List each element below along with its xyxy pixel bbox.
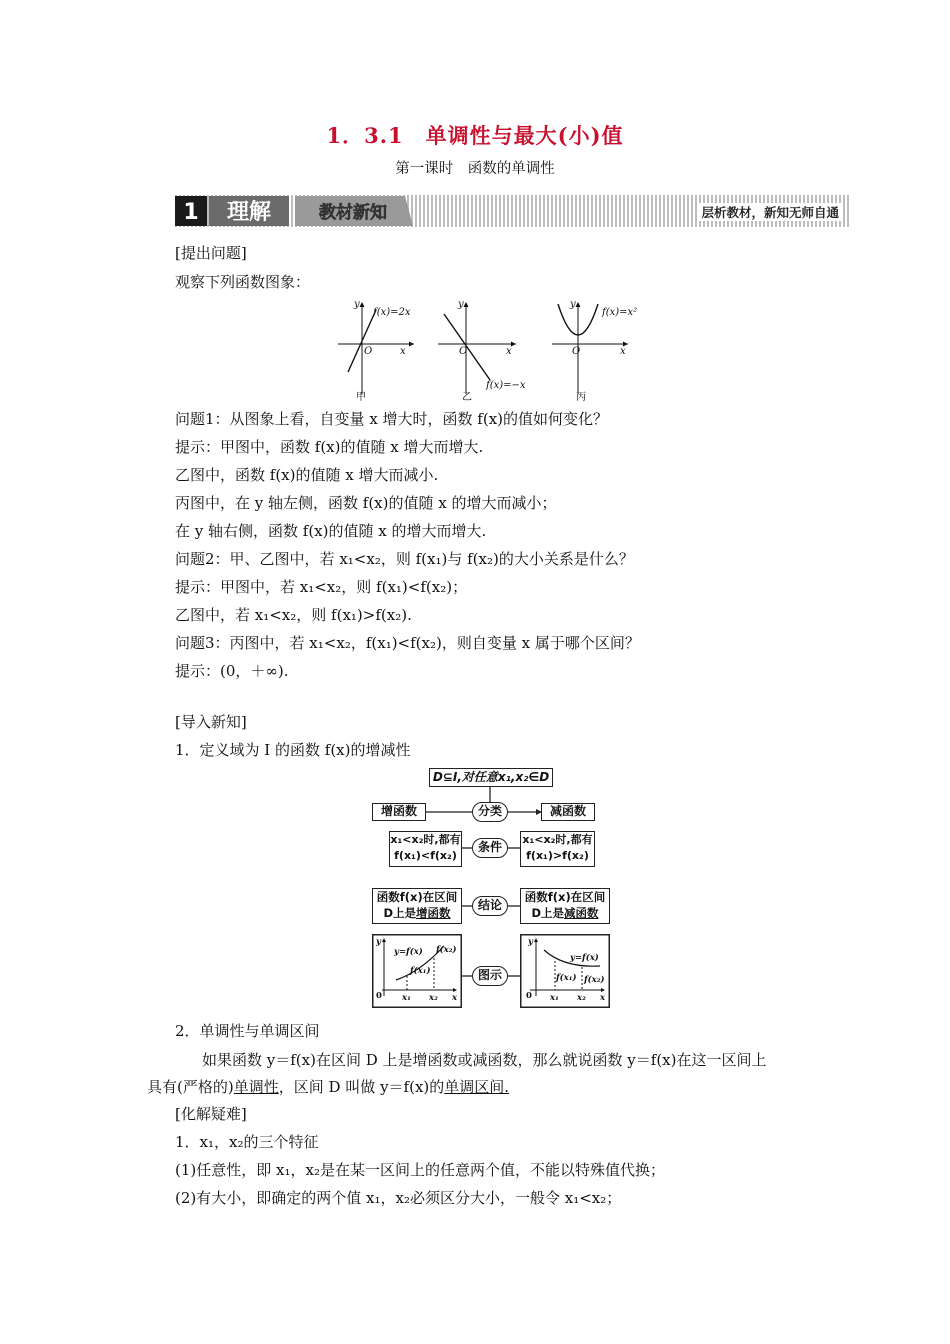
decreasing-graph-fx2: f(x₂) [584, 975, 605, 985]
decreasing-graph-x2: x₂ [577, 993, 586, 1003]
graph-bing-caption: 丙 [576, 392, 586, 403]
diagram-decreasing-condition [520, 831, 595, 867]
banner-number: 1 [183, 200, 199, 225]
decreasing-condition-line1: x₁<x₂时,都有 [522, 833, 593, 846]
qa-line: 提示：甲图中，若 x₁<x₂，则 f(x₁)<f(x₂)； [175, 578, 468, 596]
qa-line: 乙图中，函数 f(x)的值随 x 增大而减小. [175, 466, 439, 484]
decreasing-condition-line2: f(x₁)>f(x₂) [526, 849, 589, 862]
diagram-condition: 条件 [472, 838, 508, 858]
diagram-decreasing-conclusion [520, 888, 610, 924]
svg-text:x: x [452, 993, 458, 1003]
increasing-graph-curve-label: y=f(x) [394, 947, 423, 957]
axis-x-label: x [400, 346, 406, 357]
term-monotonicity: 单调性 [233, 1078, 279, 1096]
axis-y-label: y [354, 299, 360, 310]
diagram-decreasing-graph [520, 934, 610, 1008]
svg-text:y: y [376, 937, 381, 947]
svg-text:x: x [506, 346, 512, 357]
graph-yi [438, 299, 526, 403]
svg-text:0: 0 [376, 991, 382, 1001]
qa-line: 提示：甲图中，函数 f(x)的值随 x 增大而增大. [175, 438, 484, 456]
qa-line: 问题2：甲、乙图中，若 x₁<x₂，则 f(x₁)与 f(x₂)的大小关系是什么？ [175, 550, 634, 568]
diagram-increasing-title: 增函数 [372, 803, 426, 821]
section-header-clarify: [化解疑难] [175, 1105, 247, 1123]
intro-text: 观察下列函数图象： [175, 273, 311, 291]
function-graphs [330, 296, 650, 404]
increasing-condition-line1: x₁<x₂时,都有 [390, 833, 461, 846]
qa-line: 问题3：丙图中，若 x₁<x₂，f(x₁)<f(x₂)，则自变量 x 属于哪个区间？ [175, 634, 640, 652]
item-1-heading: 1．定义域为 I 的函数 f(x)的增减性 [175, 741, 411, 759]
banner-tag: 教材新知 [319, 203, 387, 223]
increasing-condition-line2: f(x₁)<f(x₂) [394, 849, 457, 862]
svg-text:0: 0 [526, 991, 532, 1001]
svg-text:O: O [572, 346, 581, 357]
banner-slogan: 层析教材，新知无师自通 [697, 203, 843, 221]
increasing-graph-fx1: f(x₁) [410, 966, 431, 976]
svg-text:y: y [528, 937, 533, 947]
item-2-heading: 2．单调性与单调区间 [175, 1022, 320, 1040]
svg-text:x: x [600, 993, 606, 1003]
item-3-heading: 1．x₁，x₂的三个特征 [175, 1133, 319, 1151]
banner-label: 理解 [226, 200, 272, 225]
diagram-conclusion: 结论 [472, 896, 508, 916]
feature-2: (2)有大小，即确定的两个值 x₁，x₂必须区分大小，一般令 x₁<x₂； [175, 1189, 622, 1207]
diagram-classify: 分类 [472, 802, 508, 822]
qa-line: 在 y 轴右侧，函数 f(x)的值随 x 的增大而增大. [175, 522, 487, 540]
svg-text:y: y [458, 299, 464, 310]
increasing-graph-x1: x₁ [402, 993, 411, 1003]
term-monotone-interval: 单调区间. [444, 1078, 510, 1096]
page-title: 1．3.1 单调性与最大(小)值 [326, 123, 624, 148]
decreasing-graph-x1: x₁ [550, 993, 559, 1003]
definition-paragraph-line1: 如果函数 y＝f(x)在区间 D 上是增函数或减函数，那么就说函数 y＝f(x)在这一区间上 [202, 1051, 767, 1069]
page-subtitle: 第一课时 函数的单调性 [395, 161, 555, 177]
decreasing-graph-fx1: f(x₁) [556, 973, 577, 983]
diagram-top-condition: D⊆I,对任意x₁,x₂∈D [429, 768, 553, 787]
diagram-illustration: 图示 [472, 966, 508, 986]
feature-1: (1)任意性，即 x₁，x₂是在某一区间上的任意两个值，不能以特殊值代换； [175, 1161, 665, 1179]
section-header-questions: [提出问题] [175, 244, 247, 262]
decreasing-conclusion-line2: D上是减函数 [531, 906, 599, 920]
graph-yi-caption: 乙 [462, 392, 472, 403]
decreasing-graph-curve-label: y=f(x) [570, 953, 599, 963]
increasing-conclusion-line2: D上是增函数 [383, 906, 451, 920]
graph-bing-label: f(x)=x² [602, 307, 638, 318]
qa-line: 丙图中，在 y 轴左侧，函数 f(x)的值随 x 的增大而减小； [175, 494, 557, 512]
graph-jia [338, 299, 414, 403]
definition-paragraph-line2: 具有(严格的)单调性，区间 D 叫做 y＝f(x)的单调区间. [147, 1078, 510, 1096]
qa-line: 问题1：从图象上看，自变量 x 增大时，函数 f(x)的值如何变化？ [175, 410, 609, 428]
svg-text:y: y [570, 299, 576, 310]
graph-jia-label: f(x)=2x [373, 307, 411, 318]
section-banner [175, 193, 849, 229]
diagram-increasing-conclusion [372, 888, 462, 924]
increasing-conclusion-line1: 函数f(x)在区间 [376, 890, 458, 904]
qa-line: 提示：(0，＋∞). [175, 662, 289, 680]
diagram-increasing-condition [389, 831, 462, 867]
increasing-graph-x2: x₂ [429, 993, 438, 1003]
decreasing-conclusion-line1: 函数f(x)在区间 [524, 890, 606, 904]
diagram-decreasing-title: 减函数 [541, 803, 595, 821]
increasing-graph-fx2: f(x₂) [436, 945, 457, 955]
origin-label: O [364, 346, 373, 357]
svg-text:O: O [459, 346, 468, 357]
diagram-increasing-graph [372, 934, 462, 1008]
graph-yi-label: f(x)=−x [486, 380, 526, 391]
graph-bing [552, 299, 637, 403]
qa-line: 乙图中，若 x₁<x₂，则 f(x₁)>f(x₂). [175, 606, 412, 624]
svg-text:x: x [620, 346, 626, 357]
section-header-new-knowledge: [导入新知] [175, 713, 247, 731]
graph-jia-caption: 甲 [356, 392, 366, 403]
